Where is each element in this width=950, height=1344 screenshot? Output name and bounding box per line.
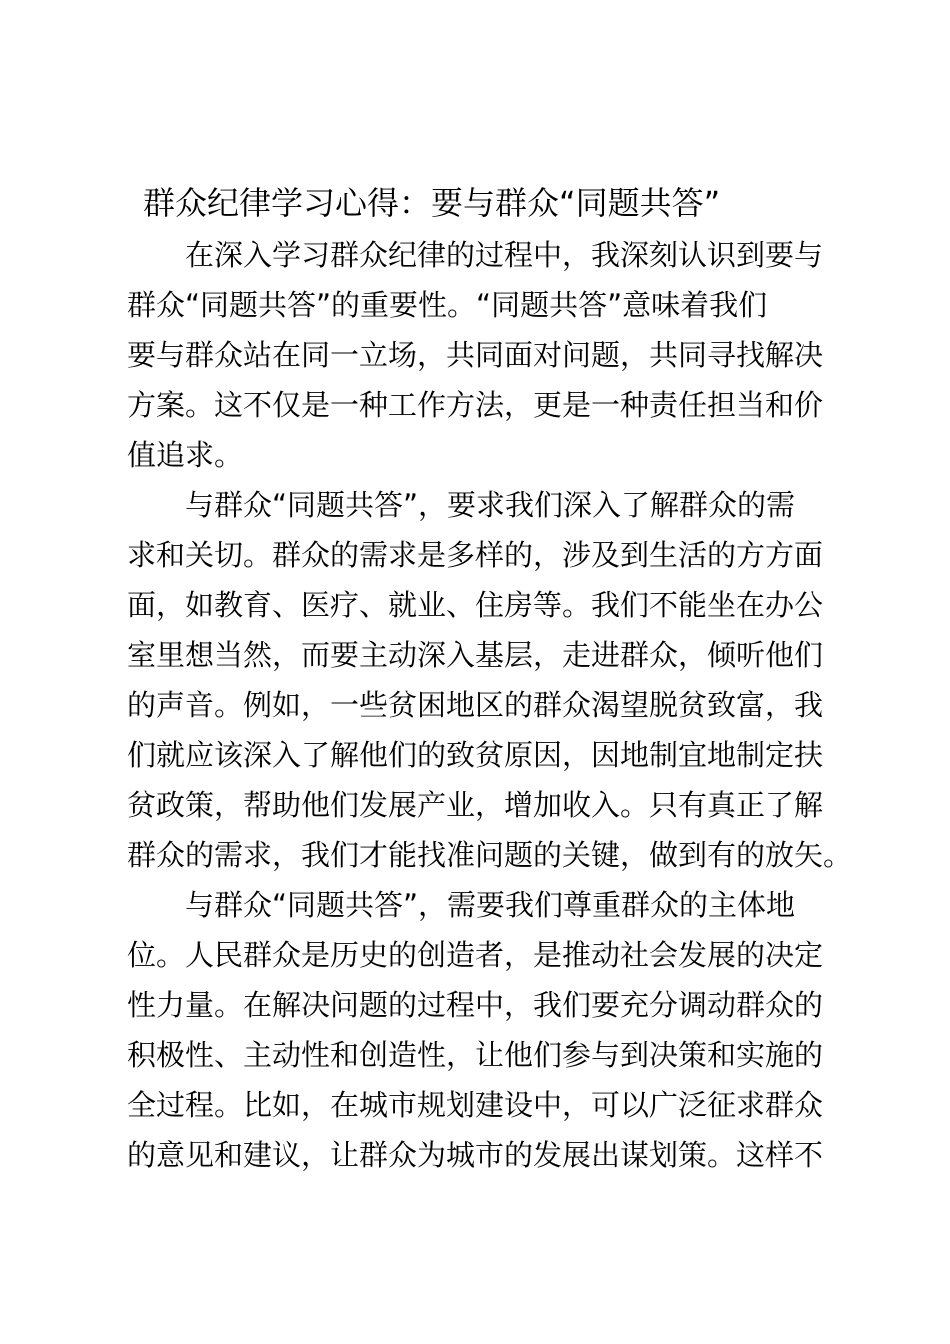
- paragraph-1-line-3: 要与群众站在同一立场，共同面对问题，共同寻找解决: [127, 338, 824, 372]
- paragraph-2-line-7: 贫政策，帮助他们发展产业，增加收入。只有真正了解: [127, 788, 824, 822]
- paragraph-2-line-6: 们就应该深入了解他们的致贫原因，因地制宜地制定扶: [127, 738, 824, 772]
- paragraph-2-line-1: 与群众“同题共答”，要求我们深入了解群众的需: [185, 488, 796, 522]
- paragraph-3-line-3: 性力量。在解决问题的过程中，我们要充分调动群众的: [127, 988, 824, 1022]
- paragraph-2-line-3: 面，如教育、医疗、就业、住房等。我们不能坐在办公: [127, 588, 824, 622]
- paragraph-2-line-4: 室里想当然，而要主动深入基层，走进群众，倾听他们: [127, 638, 824, 672]
- document-title: 群众纪律学习心得：要与群众“同题共答”: [143, 184, 721, 222]
- paragraph-2-line-5: 的声音。例如，一些贫困地区的群众渴望脱贫致富，我: [127, 688, 824, 722]
- paragraph-3-line-6: 的意见和建议，让群众为城市的发展出谋划策。这样不: [127, 1138, 824, 1172]
- paragraph-2-line-8: 群众的需求，我们才能找准问题的关键，做到有的放矢。: [127, 838, 853, 872]
- paragraph-1-line-4: 方案。这不仅是一种工作方法，更是一种责任担当和价: [127, 388, 824, 422]
- paragraph-1-line-5: 值追求。: [127, 438, 244, 472]
- paragraph-1-line-2: 群众“同题共答”的重要性。“同题共答”意味着我们: [127, 288, 768, 322]
- paragraph-3-line-1: 与群众“同题共答”，需要我们尊重群众的主体地: [185, 888, 796, 922]
- paragraph-3-line-2: 位。人民群众是历史的创造者，是推动社会发展的决定: [127, 938, 824, 972]
- paragraph-3-line-4: 积极性、主动性和创造性，让他们参与到决策和实施的: [127, 1038, 824, 1072]
- paragraph-2-line-2: 求和关切。群众的需求是多样的，涉及到生活的方方面: [127, 538, 824, 572]
- paragraph-3-line-5: 全过程。比如，在城市规划建设中，可以广泛征求群众: [127, 1088, 824, 1122]
- paragraph-1-line-1: 在深入学习群众纪律的过程中，我深刻认识到要与: [185, 238, 824, 272]
